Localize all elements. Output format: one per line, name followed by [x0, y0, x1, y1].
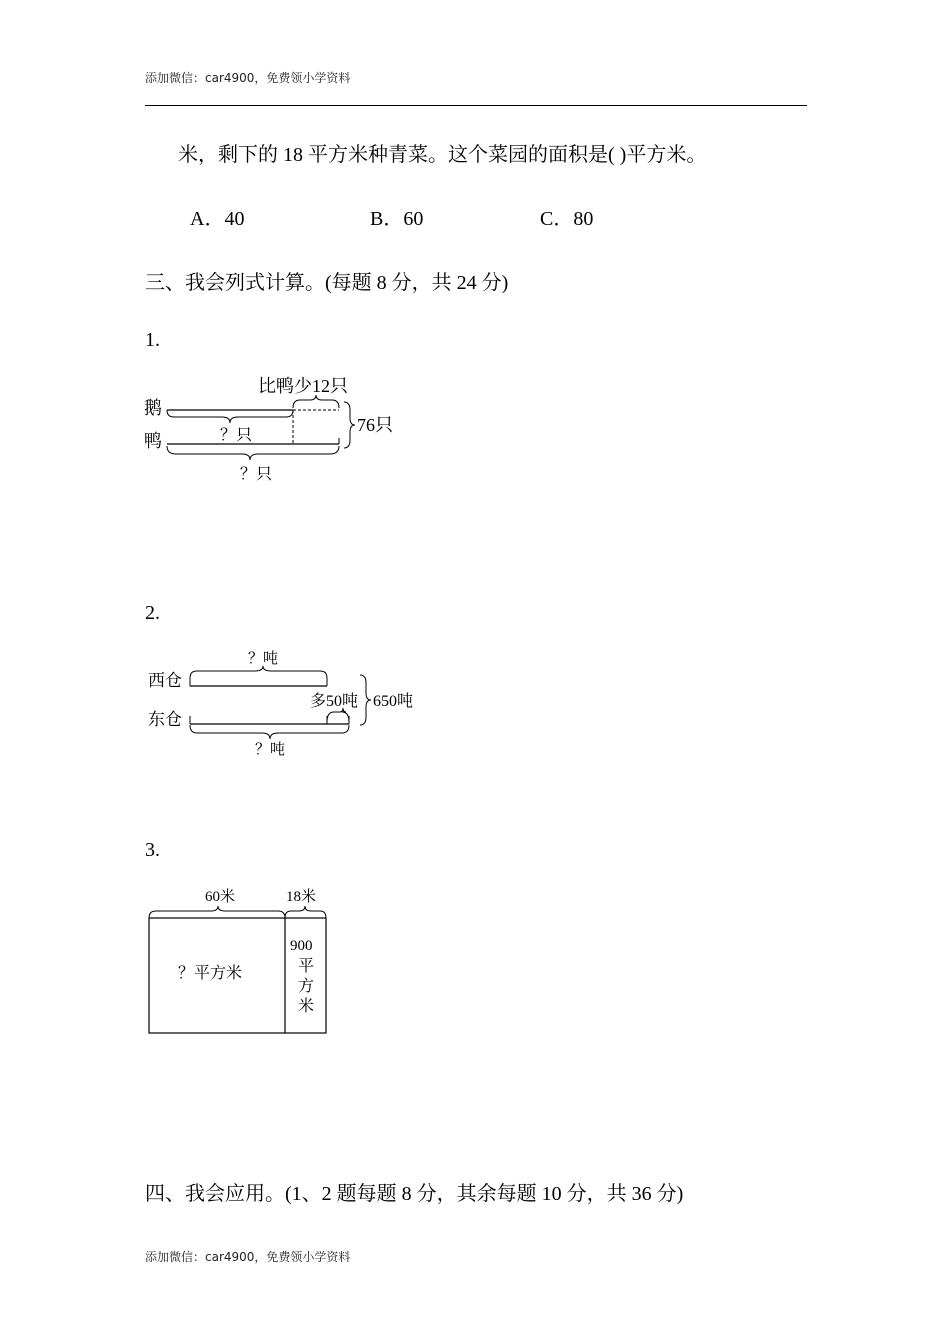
option-c: C．80	[540, 208, 594, 230]
west-label: 西仓	[148, 671, 182, 690]
duck-label: 鸭	[144, 431, 162, 451]
more-brace	[327, 708, 349, 722]
goose-part-label: ？只	[220, 427, 253, 444]
less-label: 比鸭少12只	[258, 376, 348, 396]
question-continued-text: 米，剩下的 18 平方米种青菜。这个菜园的面积是( )平方米。	[178, 144, 707, 166]
less-brace	[293, 395, 339, 408]
section4-title: 四、我会应用。(1、2 题每题 8 分，其余每题 10 分，共 36 分)	[145, 1183, 684, 1205]
problem3-diagram	[140, 880, 340, 1040]
total-label: 76只	[357, 415, 393, 435]
west-top-label: ？吨	[248, 651, 279, 667]
right-area-char-1: 平	[298, 958, 315, 975]
goose-label: 鹅	[144, 398, 162, 418]
left-width-brace	[149, 906, 285, 918]
right-width-brace	[285, 906, 326, 918]
east-label: 东仓	[148, 710, 182, 729]
header-rule	[145, 105, 807, 106]
duck-brace	[167, 446, 339, 460]
total-label-2: 650吨	[373, 693, 414, 710]
total-brace-2	[360, 675, 371, 725]
left-area-label: ？平方米	[178, 965, 243, 982]
section3-title: 三、我会列式计算。(每题 8 分，共 24 分)	[145, 272, 509, 294]
right-area-char-2: 方	[298, 978, 315, 995]
option-a: A．40	[190, 208, 245, 230]
problem2-number: 2.	[145, 602, 160, 624]
right-area-char-3: 米	[298, 998, 315, 1015]
width-left-label: 60米	[205, 889, 236, 905]
east-bottom-label: ？吨	[255, 742, 286, 758]
problem1-diagram	[140, 370, 410, 490]
option-b: B．60	[370, 208, 424, 230]
problem1-number: 1.	[145, 329, 160, 351]
problem3-number: 3.	[145, 839, 160, 861]
west-top-brace	[190, 666, 327, 678]
more-label: 多50吨	[310, 693, 359, 710]
duck-total-label: ？只	[240, 466, 273, 483]
width-right-label: 18米	[286, 889, 317, 905]
east-bottom-brace	[190, 725, 349, 739]
right-area-number: 900	[290, 938, 313, 954]
goose-brace	[167, 410, 293, 423]
page-footer: 添加微信：car4900，免费领小学资料	[145, 1250, 351, 1264]
page-header: 添加微信：car4900，免费领小学资料	[145, 71, 351, 85]
total-brace	[344, 402, 355, 448]
problem2-diagram	[140, 645, 430, 765]
